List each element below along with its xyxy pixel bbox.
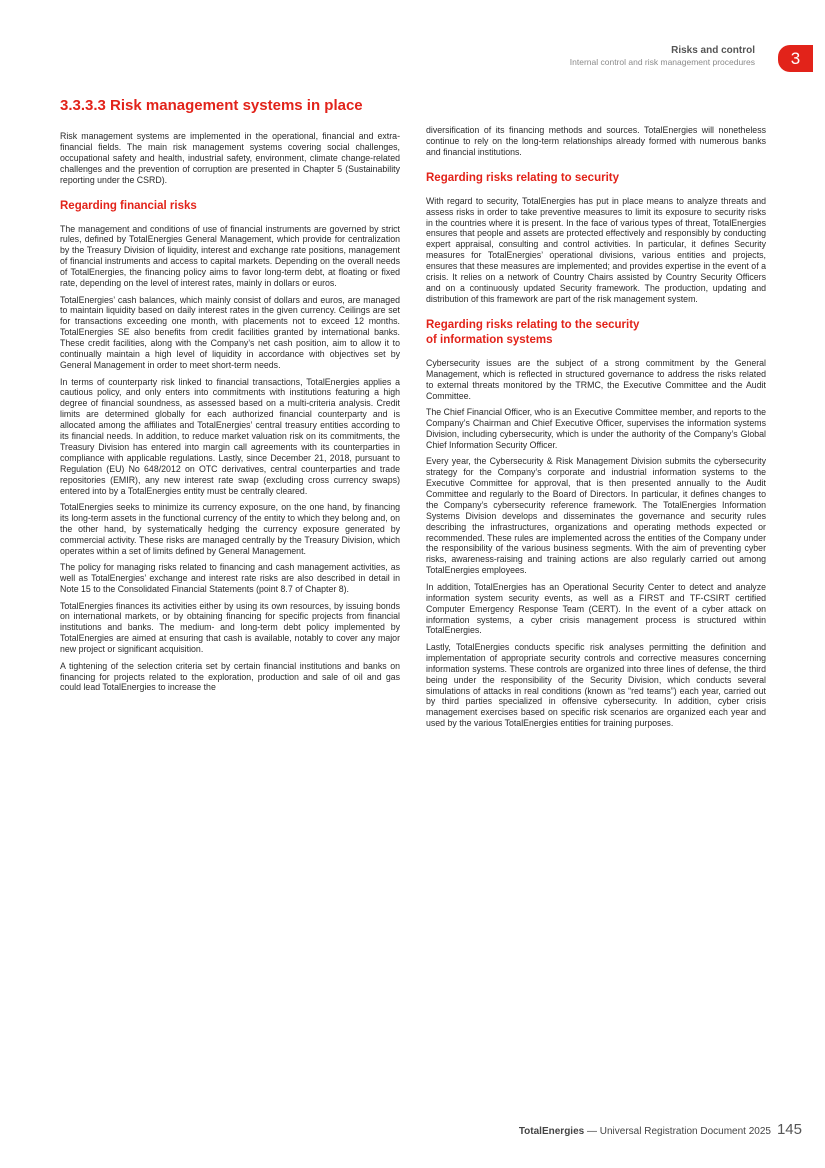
paragraph: The Chief Financial Officer, who is an Executive Committee member, and reports to the Company’s Chairman and Chief Executive Officer, supervises the information systems Division, including cybersecurity, which is under the authority of the Company’s Global Chief Information Security Officer.	[426, 407, 766, 450]
paragraph: Risk management systems are implemented in the operational, financial and extra-financial fields. The main risk management systems covering social challenges, occupational safety and health, industrial safety, environment, climate change-related challenges and the prevention of corruption are presented in Chapter 5 (Sustainability reporting under the CSRD).	[60, 131, 400, 185]
paragraph: Lastly, TotalEnergies conducts specific risk analyses permitting the definition and implementation of appropriate security controls and corrective measures concerning information systems. These controls are organized into three lines of defense, the third being under the responsibility of the Security Division, which conducts several simulations of attacks in real conditions (known as “red teams”) each year, carried out by third parties specialized in offensive cybersecurity. In addition, cyber crisis management exercises based on specific risk scenarios are organized each year and used by the various TotalEnergies entities for training purposes.	[426, 641, 766, 729]
section-heading: 3.3.3.3 Risk management systems in place	[60, 97, 363, 114]
section-subtitle: Internal control and risk management procedures	[569, 57, 755, 67]
paragraph: Every year, the Cybersecurity & Risk Management Division submits the cybersecurity strategy for the Company’s corporate and industrial information systems to the Executive Committee for approval, that is then presented annually to the Audit Committee and regularly to the Board of Directors. In particular, it defines changes to the Company’s cybersecurity reference framework. The TotalEnergies Information Systems Division develops and disseminates the governance and security rules describing the infrastructures, organizations and operating methods expected or recommended. These rules are implemented across the entities of the Company under the responsibility of the various business segments. With the aim of preventing cyber risks, awareness-raising and training actions are also regularly carried out among TotalEnergies employees.	[426, 456, 766, 576]
paragraph: TotalEnergies’ cash balances, which mainly consist of dollars and euros, are managed to maintain liquidity based on daily interest rates in the given currency. Ceilings are set for transactions exceeding one month, with placements not to exceed 12 months. TotalEnergies SE also benefits from credit facilities granted by international banks. These credit facilities, along with the Company’s net cash position, aim to allow it to continually maintain a high level of liquidity in accordance with objectives set by General Management in order to meet short-term needs.	[60, 294, 400, 370]
right-column	[426, 125, 766, 735]
running-header	[570, 45, 755, 68]
left-column	[60, 95, 400, 699]
subheading-financial-risks: Regarding financial risks	[60, 199, 197, 212]
paragraph: The policy for managing risks related to financing and cash management activities, as well as TotalEnergies’ exchange and interest rate risks are also described in detail in Note 15 to the Consolidated Financial Statements (point 8.7 of Chapter 8).	[60, 562, 400, 594]
paragraph: A tightening of the selection criteria set by certain financial institutions and banks on financing for projects related to the exploration, production and sale of oil and gas could lead TotalEnergies to increase the	[60, 660, 400, 693]
chapter-title: Risks and control	[671, 45, 755, 56]
subheading-line: Regarding risks relating to the security	[426, 318, 640, 331]
footer-brand: TotalEnergies	[518, 1126, 585, 1137]
subheading-security-risks: Regarding risks relating to security	[426, 171, 620, 184]
page-number: 145	[776, 1121, 802, 1138]
subheading-information-systems-risks	[426, 318, 766, 348]
chapter-number-tab: 3	[778, 45, 813, 72]
paragraph: With regard to security, TotalEnergies has put in place means to analyze threats and assess risks in order to take preventive measures to limit its exposure to security risks in the countries where it is present. In the face of various types of threat, TotalEnergies ensures that people and assets are protected effectively and responsibly by conducting expert appraisal, consulting and control activities. In particular, it defines Security measures for TotalEnergies’ operational divisions, various entities and projects, ensures that these measures are implemented; and provides expertise in the event of a crisis. It relies on a network of Country Chairs assisted by Country Security Officers and on a continuously updated Security framework. The production, updating and distribution of this framework are part of the risk management system.	[426, 195, 766, 304]
subheading-line: of information systems	[426, 333, 553, 346]
paragraph: diversification of its financing methods and sources. TotalEnergies will nonetheless continue to rely on the long-term relationships already formed with numerous banks and financial institutions.	[426, 125, 766, 157]
paragraph: TotalEnergies finances its activities either by using its own resources, by issuing bonds on international markets, or by obtaining financing for specific projects from financial institutions and banks. The medium- and long-term debt policy implemented by TotalEnergies are aimed at ensuring that cash is available, notably to cover any major new project or significant acquisition.	[60, 600, 400, 655]
page-footer	[519, 1122, 802, 1140]
paragraph: The management and conditions of use of financial instruments are governed by strict rules, defined by TotalEnergies General Management, which provide for centralization by the Treasury Division of liquidity, interest and exchange rate positions, management of financial instruments and access to capital markets. Depending on the overall needs of TotalEnergies, the financing policy aims to favor long-term debt, at floating or fixed rate, depending on the level of interest rates, mainly in dollars or euros.	[60, 223, 400, 289]
paragraph: In terms of counterparty risk linked to financial transactions, TotalEnergies applies a cautious policy, and only enters into commitments with institutions featuring a high degree of financial soundness, as assessed based on a multi-criteria analysis. Credit limits are determined globally for each authorized financial counterparty and is allocated among the affiliates and TotalEnergies’ central treasury entities according to its financial needs. In addition, to reduce market valuation risk on its commitments, the Treasury Division has entered into margin call agreements with its counterparties in compliance with applicable regulations. Lastly, since December 21, 2018, pursuant to Regulation (EU) No 648/2012 on OTC derivatives, central counterparties and trade repositories (EMIR), any new interest rate swap (excluding cross currency swaps) entered into by a TotalEnergies entity must be centrally cleared.	[60, 376, 400, 496]
paragraph: In addition, TotalEnergies has an Operational Security Center to detect and analyze information system security events, as well as a FIRST and TF-CSIRT certified Computer Emergency Response Team (CERT). In the event of a cyber attack on information systems, a cyber crisis management process is structured within TotalEnergies.	[426, 581, 766, 636]
footer-document-title: — Universal Registration Document 2025	[584, 1126, 771, 1137]
paragraph: TotalEnergies seeks to minimize its currency exposure, on the one hand, by financing its long-term assets in the functional currency of the entity to which they belong and, on the other hand, by systematically hedging the currency exposure generated by commercial activity. These risks are managed centrally by the Treasury Division, which operates within a set of limits defined by General Management.	[60, 502, 400, 556]
paragraph: Cybersecurity issues are the subject of a strong commitment by the General Management, which is reflected in structured governance to address the risks related to external threats monitored by the TRMC, the Executive Committee and the Audit Committee.	[426, 357, 766, 401]
